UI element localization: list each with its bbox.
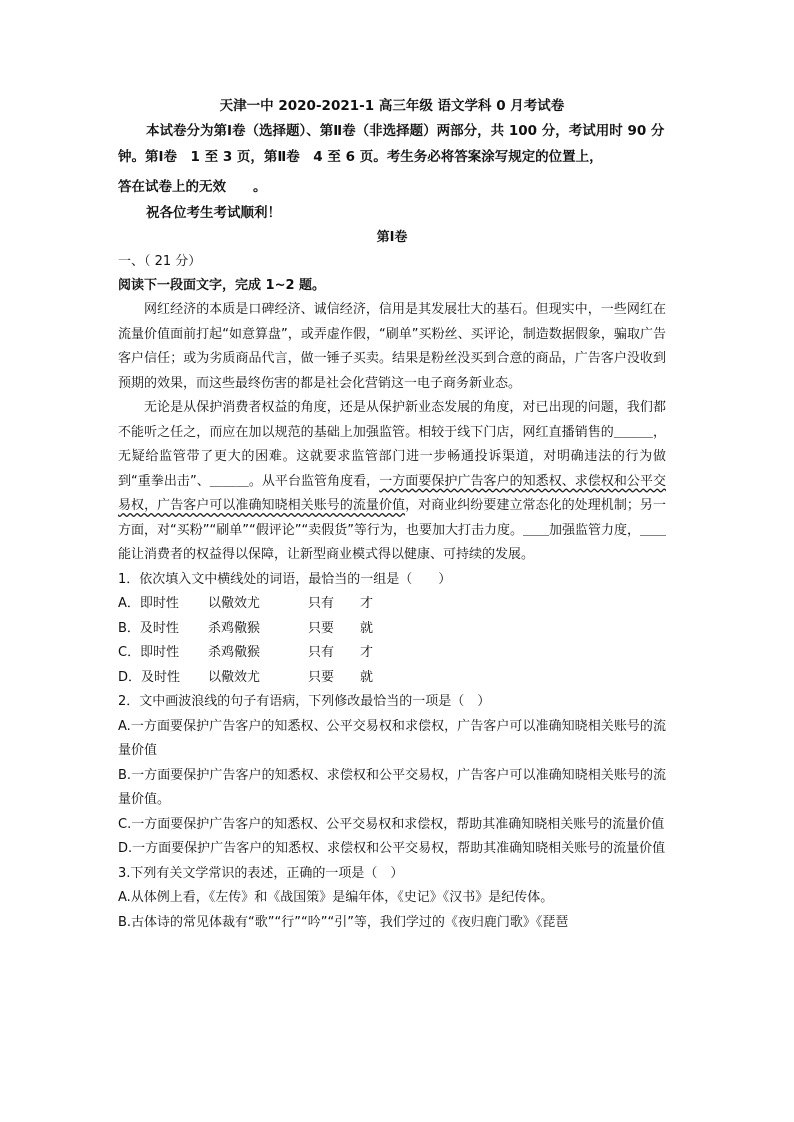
- option-label: C．即时性: [118, 645, 180, 660]
- wavy-underlined-sentence: 一方面要保护广告客户的知悉权、求偿权和公平交易权，广告客户可以准确知晓相关账号的流量价值: [118, 473, 666, 513]
- passage-paragraph-2-part-b: ，对商业纠纷要建立常态化的处理机制；另一方面，对“买粉”“刷单”“假评论”“卖假货”等行为，也要加大打击力度。＿＿加强监管力度，＿＿能让消费者的权益得以保障，让新型商业模式得以健康、可持续的发展。: [118, 498, 666, 562]
- question-3-option-b: B.古体诗的常见体裁有“歌”“行”“吟”“引”等，我们学过的《夜归鹿门歌》《琵琶: [118, 914, 569, 930]
- passage-paragraph-1: 网红经济的本质是口碑经济、诚信经济，信用是其发展壮大的基石。但现实中，一些网红在流量价值面前打起“如意算盘”，或弄虚作假，“刷单”买粉丝、买评论，制造数据假象，骗取广告客户信任；或为劣质商品代言，做一锤子买卖。结果是粉丝没买到合意的商品，广告客户没收到预期的效果，而这些最终伤害的都是社会化营销这一电子商务新业态。: [118, 302, 666, 391]
- option-term: 以儆效尤: [208, 669, 261, 685]
- exam-intro-tail: 答在试卷上的无效 。: [118, 179, 267, 195]
- option-term: 就: [360, 669, 374, 685]
- option-term: 杀鸡儆猴: [208, 620, 261, 636]
- passage-paragraph-2: [118, 396, 666, 568]
- question-3-option-a: A.从体例上看，《左传》和《战国策》是编年体，《史记》《汉书》是纪传体。: [118, 890, 554, 905]
- question-1-stem: 1．依次填入文中横线处的词语，最恰当的一组是（ ）: [118, 571, 452, 587]
- passage-paragraph-2-part-a: 无论是从保护消费者权益的角度，还是从保护新业态发展的角度，对已出现的问题，我们都不能听之任之，而应在加以规范的基础上加强监管。相较于线下门店，网红直播销售的＿＿＿，无疑给监管带了更大的困难。这就要求监管部门进一步畅通投诉渠道，对明确违法的行为做到“重拳出击”、＿＿＿。从平台监管角度看，: [118, 400, 666, 489]
- option-term: 才: [360, 596, 374, 611]
- reading-instruction: 阅读下一段面文字，完成 1~2 题。: [118, 278, 326, 293]
- exam-title: 天津一中 2020-2021-1 高三年级 语文学科 0 月考试卷: [219, 98, 565, 114]
- question-1-option-a: [118, 592, 666, 617]
- option-term: 以儆效尤: [208, 596, 261, 611]
- option-term: 才: [360, 645, 374, 660]
- option-term: 就: [360, 620, 374, 636]
- question-2-option-b: B.一方面要保护广告客户的知悉权、求偿权和公平交易权，广告客户可以准确知晓相关账号的流量价值。: [118, 767, 666, 807]
- volume-one-heading: 第Ⅰ卷: [376, 230, 408, 245]
- question-2-stem: 2．文中画波浪线的句子有语病，下列修改最恰当的一项是（ ）: [118, 694, 491, 709]
- question-3-stem: 3.下列有关文学常识的表述，正确的一项是（ ）: [118, 865, 404, 881]
- option-term: 只要: [308, 620, 335, 636]
- question-1-option-b: [118, 617, 666, 642]
- option-term: 只要: [308, 669, 335, 685]
- option-label: B．及时性: [118, 620, 179, 636]
- option-label: D．及时性: [118, 669, 181, 685]
- option-term: 只有: [308, 645, 335, 660]
- question-2-option-a: A.一方面要保护广告客户的知悉权、公平交易权和求偿权，广告客户可以准确知晓相关账号的流量价值: [118, 718, 666, 758]
- question-2-option-c: C.一方面要保护广告客户的知悉权、公平交易权和求偿权，帮助其准确知晓相关账号的流量价值: [118, 816, 665, 832]
- option-term: 杀鸡儆猴: [208, 645, 261, 660]
- section-one-heading: 一、（ 21 分）: [118, 254, 202, 269]
- option-label: A．即时性: [118, 596, 179, 611]
- question-1-option-c: [118, 641, 666, 666]
- question-1-option-d: [118, 666, 666, 691]
- option-term: 只有: [308, 596, 335, 611]
- good-luck-line: 祝各位考生考试顺利！: [146, 205, 281, 221]
- question-2-option-d: D.一方面要保护广告客户的知悉权、求偿权和公平交易权，帮助其准确知晓相关账号的流量价值: [118, 841, 666, 856]
- exam-intro: 本试卷分为第Ⅰ卷（选择题）、第Ⅱ卷（非选择题）两部分，共 100 分，考试用时 90 分钟。第Ⅰ卷 1 至 3 页，第Ⅱ卷 4 至 6 页。考生务必将答案涂写规定的位置上，: [118, 123, 665, 165]
